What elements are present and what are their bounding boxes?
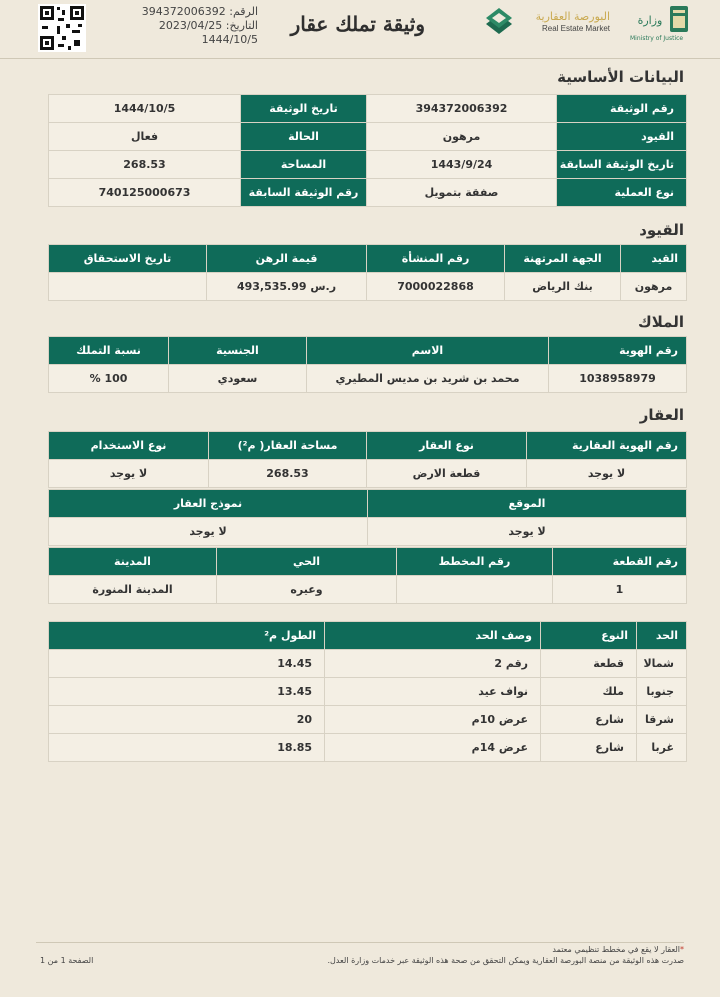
table-header-row — [49, 337, 687, 365]
basic-value: 740125000673 — [49, 179, 241, 207]
table-cell: غربا — [637, 734, 687, 762]
table-row — [49, 273, 687, 301]
borders-table — [48, 621, 687, 762]
table-row — [49, 706, 687, 734]
table-header-row — [49, 490, 687, 518]
footer-note-text2: صدرت هذه الوثيقة من منصة البورصة العقارية ويمكن التحقق من صحة هذه الوثيقة عبر خدمات وزارة العدل. — [327, 956, 684, 965]
column-header: رقم القطعة — [553, 548, 687, 576]
market-en-text: Real Estate Market — [541, 24, 610, 33]
column-header: الحد — [637, 622, 687, 650]
table-header-row — [49, 245, 687, 273]
table-cell: رقم 2 — [325, 650, 541, 678]
table-cell: عرض 14م — [325, 734, 541, 762]
column-header: قيمة الرهن — [207, 245, 367, 273]
table-cell: قطعة — [541, 650, 637, 678]
footer-note-text1: العقار لا يقع في مخطط تنظيمي معتمد — [552, 945, 680, 954]
svg-text:وزارة: وزارة — [637, 14, 663, 27]
basic-label: الحالة — [241, 123, 367, 151]
footer-note — [327, 944, 684, 966]
table-cell: 20 — [49, 706, 325, 734]
table-header-row — [49, 622, 687, 650]
basic-label: رقم الوثيقة السابقة — [241, 179, 367, 207]
meta-date-label: التاريخ: — [225, 19, 258, 32]
table-row — [49, 95, 687, 123]
column-header: الموقع — [368, 490, 687, 518]
table-row — [49, 151, 687, 179]
table-header-row — [49, 432, 687, 460]
basic-value: صفقة بتمويل — [367, 179, 557, 207]
restrictions-section-title: القيود — [639, 221, 684, 239]
ministry-of-justice-logo — [630, 4, 690, 42]
meta-number-value: 394372006392 — [141, 5, 226, 18]
property-table-location — [48, 489, 687, 546]
meta-number-label: الرقم: — [229, 5, 258, 18]
basic-value: مرهون — [367, 123, 557, 151]
restrictions-table — [48, 244, 687, 301]
basic-value: 394372006392 — [367, 95, 557, 123]
table-cell: لا يوجد — [49, 460, 209, 488]
meta-date-row — [150, 19, 258, 33]
table-cell: نواف عيد — [325, 678, 541, 706]
table-cell: بنك الرياض — [505, 273, 621, 301]
column-header: المدينة — [49, 548, 217, 576]
column-header: وصف الحد — [325, 622, 541, 650]
column-header: الجنسية — [169, 337, 307, 365]
table-cell: 100 % — [49, 365, 169, 393]
document-header — [0, 0, 720, 59]
table-cell: 1038958979 — [549, 365, 687, 393]
table-row — [49, 365, 687, 393]
column-header: رقم المنشأة — [367, 245, 505, 273]
table-row — [49, 650, 687, 678]
table-row — [49, 576, 687, 604]
table-cell: شرقا — [637, 706, 687, 734]
ministry-en-caption: Ministry of Justice — [630, 35, 684, 42]
column-header: نوع العقار — [367, 432, 527, 460]
column-header: نموذج العقار — [49, 490, 368, 518]
column-header: رقم الهوية العقارية — [527, 432, 687, 460]
table-row — [49, 734, 687, 762]
owners-table — [48, 336, 687, 393]
table-cell: المدينة المنورة — [49, 576, 217, 604]
table-row — [49, 460, 687, 488]
table-cell — [49, 273, 207, 301]
basic-label: المساحة — [241, 151, 367, 179]
table-header-row — [49, 548, 687, 576]
table-cell: ر.س 493,535.99 — [207, 273, 367, 301]
column-header: الاسم — [307, 337, 549, 365]
basic-value: فعال — [49, 123, 241, 151]
basic-value: 1443/9/24 — [367, 151, 557, 179]
table-cell: ملك — [541, 678, 637, 706]
table-cell: مرهون — [621, 273, 687, 301]
footer-divider — [36, 942, 684, 943]
table-row — [49, 179, 687, 207]
market-ar-text: البورصة العقارية — [535, 10, 610, 23]
column-header: نوع الاستخدام — [49, 432, 209, 460]
table-cell: عرض 10م — [325, 706, 541, 734]
table-cell: شمالا — [637, 650, 687, 678]
column-header: الجهة المرتهنة — [505, 245, 621, 273]
basic-label: تاريخ الوثيقة السابقة — [557, 151, 687, 179]
basic-value: 268.53 — [49, 151, 241, 179]
basic-data-table — [48, 94, 687, 207]
owners-section-title: الملاك — [638, 313, 684, 331]
table-cell: 13.45 — [49, 678, 325, 706]
property-section-title: العقار — [639, 406, 684, 424]
table-row — [49, 678, 687, 706]
table-cell: شارع — [541, 706, 637, 734]
column-header: القيد — [621, 245, 687, 273]
meta-number-row — [141, 5, 258, 19]
table-cell: لا يوجد — [527, 460, 687, 488]
basic-section-title: البيانات الأساسية — [557, 68, 684, 86]
justice-emblem-icon — [630, 4, 690, 38]
table-cell: سعودي — [169, 365, 307, 393]
market-mark-icon — [482, 4, 516, 38]
property-table-plot — [48, 547, 687, 604]
basic-label: القيود — [557, 123, 687, 151]
column-header: رقم المخطط — [397, 548, 553, 576]
meta-date-value: 2023/04/25 — [158, 19, 223, 32]
table-cell: 18.85 — [49, 734, 325, 762]
basic-label: رقم الوثيقة — [557, 95, 687, 123]
table-cell: 268.53 — [209, 460, 367, 488]
column-header: رقم الهوية — [549, 337, 687, 365]
document-title: وثيقة تملك عقار — [290, 12, 425, 36]
qr-code-icon — [38, 4, 86, 52]
table-cell: لا يوجد — [368, 518, 687, 546]
column-header: النوع — [541, 622, 637, 650]
table-row — [49, 123, 687, 151]
table-cell: جنوبا — [637, 678, 687, 706]
column-header: نسبة التملك — [49, 337, 169, 365]
table-cell — [397, 576, 553, 604]
table-cell: 1 — [553, 576, 687, 604]
table-cell: قطعة الارض — [367, 460, 527, 488]
asterisk-icon: * — [680, 945, 684, 954]
table-cell: شارع — [541, 734, 637, 762]
table-cell: محمد بن شريد بن مديس المطيري — [307, 365, 549, 393]
column-header: الحي — [217, 548, 397, 576]
footer-note-line1 — [327, 944, 684, 955]
basic-value: 1444/10/5 — [49, 95, 241, 123]
property-table-main — [48, 431, 687, 488]
table-cell: 14.45 — [49, 650, 325, 678]
page-number: الصفحة 1 من 1 — [40, 956, 94, 965]
table-cell: 7000022868 — [367, 273, 505, 301]
table-row — [49, 518, 687, 546]
meta-hijri-date: 1444/10/5 — [201, 33, 258, 46]
column-header: تاريخ الاستحقاق — [49, 245, 207, 273]
table-cell: لا يوجد — [49, 518, 368, 546]
column-header: الطول م² — [49, 622, 325, 650]
column-header: مساحة العقار( م²) — [209, 432, 367, 460]
real-estate-market-logo — [520, 6, 610, 42]
document-meta — [141, 5, 258, 47]
basic-label: نوع العملية — [557, 179, 687, 207]
table-cell: وعيره — [217, 576, 397, 604]
basic-label: تاريخ الوثيقة — [241, 95, 367, 123]
